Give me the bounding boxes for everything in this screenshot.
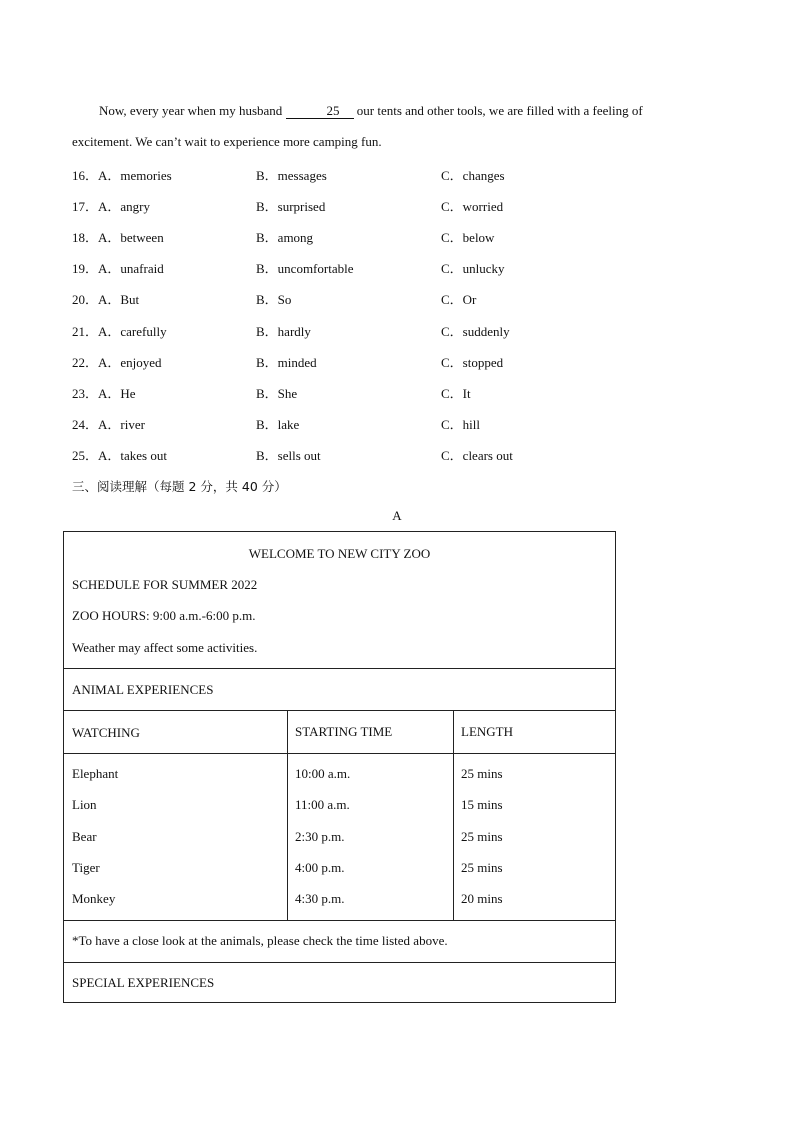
option-a: 21．A．carefully bbox=[72, 324, 167, 339]
question-22 bbox=[72, 352, 692, 372]
option-c: C．stopped bbox=[441, 355, 504, 370]
question-19 bbox=[72, 258, 692, 278]
schedule-title: WELCOME TO NEW CITY ZOO bbox=[248, 546, 431, 561]
option-a: 24．A．river bbox=[72, 417, 145, 432]
animal-experiences-heading: ANIMAL EXPERIENCES bbox=[72, 682, 214, 697]
length-cell: 15 mins bbox=[461, 797, 503, 812]
paragraph-text-after: our tents and other tools, we are filled with a feeling of bbox=[356, 103, 643, 118]
option-a: 22．A．enjoyed bbox=[72, 355, 162, 370]
header-length: LENGTH bbox=[461, 724, 513, 739]
question-23 bbox=[72, 383, 692, 403]
option-c: C．hill bbox=[441, 417, 481, 432]
paragraph-line-2: excitement. We can’t wait to experience more camping fun. bbox=[72, 134, 382, 149]
question-21 bbox=[72, 321, 692, 341]
time-cell: 2:30 p.m. bbox=[295, 829, 345, 844]
passage-paragraph bbox=[72, 95, 692, 126]
table-rule bbox=[64, 668, 615, 669]
time-cell: 11:00 a.m. bbox=[295, 797, 350, 812]
section-heading: 三、阅读理解（每题 2 分，共 40 分） bbox=[72, 479, 287, 494]
question-24 bbox=[72, 414, 692, 434]
header-starting-time: STARTING TIME bbox=[295, 724, 393, 739]
option-b: B．uncomfortable bbox=[256, 261, 354, 276]
length-cell: 25 mins bbox=[461, 860, 503, 875]
weather-note: Weather may affect some activities. bbox=[72, 640, 258, 655]
option-a: 19．A．unafraid bbox=[72, 261, 164, 276]
animal-cell: Elephant bbox=[72, 766, 119, 781]
length-cell: 20 mins bbox=[461, 891, 503, 906]
time-cell: 10:00 a.m. bbox=[295, 766, 351, 781]
option-b: B．messages bbox=[256, 168, 327, 183]
option-c: C．changes bbox=[441, 168, 505, 183]
animal-cell: Monkey bbox=[72, 891, 116, 906]
schedule-footnote: *To have a close look at the animals, please check the time listed above. bbox=[72, 933, 448, 948]
option-b: B．minded bbox=[256, 355, 317, 370]
animal-cell: Tiger bbox=[72, 860, 100, 875]
answer-blank-25: 25 bbox=[286, 103, 354, 119]
table-rule bbox=[64, 920, 615, 921]
option-c: C．It bbox=[441, 386, 471, 401]
time-cell: 4:00 p.m. bbox=[295, 860, 345, 875]
option-c: C．clears out bbox=[441, 448, 513, 463]
question-18 bbox=[72, 227, 692, 247]
table-rule bbox=[64, 962, 615, 963]
header-watching: WATCHING bbox=[72, 725, 140, 740]
option-c: C．unlucky bbox=[441, 261, 505, 276]
option-a: 25．A．takes out bbox=[72, 448, 167, 463]
option-a: 16．A．memories bbox=[72, 168, 172, 183]
option-a: 23．A．He bbox=[72, 386, 136, 401]
question-16 bbox=[72, 165, 692, 185]
zoo-hours: ZOO HOURS: 9:00 a.m.-6:00 p.m. bbox=[72, 608, 256, 623]
option-c: C．suddenly bbox=[441, 324, 510, 339]
option-b: B．hardly bbox=[256, 324, 311, 339]
schedule-subtitle: SCHEDULE FOR SUMMER 2022 bbox=[72, 577, 258, 592]
option-c: C．Or bbox=[441, 292, 477, 307]
option-a: 17．A．angry bbox=[72, 199, 150, 214]
option-b: B．surprised bbox=[256, 199, 326, 214]
option-b: B．She bbox=[256, 386, 298, 401]
question-25 bbox=[72, 445, 692, 465]
passage-label: A bbox=[392, 508, 402, 523]
option-a: 18．A．between bbox=[72, 230, 164, 245]
length-cell: 25 mins bbox=[461, 766, 503, 781]
special-experiences-heading: SPECIAL EXPERIENCES bbox=[72, 975, 215, 990]
option-b: B．among bbox=[256, 230, 314, 245]
option-b: B．sells out bbox=[256, 448, 321, 463]
option-b: B．lake bbox=[256, 417, 300, 432]
option-c: C．below bbox=[441, 230, 495, 245]
column-divider bbox=[453, 710, 454, 920]
question-20 bbox=[72, 289, 692, 309]
table-rule bbox=[64, 753, 615, 754]
zoo-schedule-table bbox=[63, 531, 616, 1003]
time-cell: 4:30 p.m. bbox=[295, 891, 345, 906]
length-cell: 25 mins bbox=[461, 829, 503, 844]
animal-cell: Lion bbox=[72, 797, 97, 812]
option-c: C．worried bbox=[441, 199, 504, 214]
animal-cell: Bear bbox=[72, 829, 97, 844]
question-17 bbox=[72, 196, 692, 216]
option-a: 20．A．But bbox=[72, 292, 140, 307]
table-rule bbox=[64, 710, 615, 711]
option-b: B．So bbox=[256, 292, 292, 307]
column-divider bbox=[287, 710, 288, 920]
paragraph-text-before: Now, every year when my husband bbox=[99, 103, 283, 118]
